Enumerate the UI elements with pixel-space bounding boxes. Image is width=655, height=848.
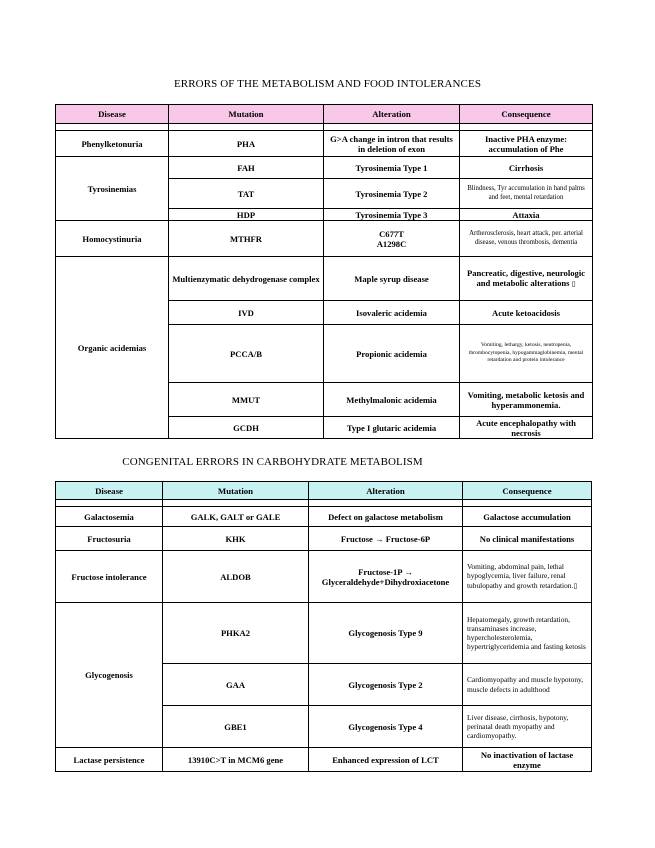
table-row bbox=[56, 603, 592, 664]
alteration-cell: Defect on galactose metabolism bbox=[309, 507, 463, 527]
table-row bbox=[56, 748, 592, 772]
alteration-cell: Glycogenosis Type 9 bbox=[309, 603, 463, 664]
alteration-cell: Isovaleric acidemia bbox=[324, 301, 460, 325]
alteration-cell bbox=[309, 551, 463, 603]
alteration-cell: Maple syrup disease bbox=[324, 257, 460, 301]
header-mutation: Mutation bbox=[169, 105, 324, 124]
disease-cell: Phenylketonuria bbox=[56, 131, 169, 157]
consequence-text: Pancreatic, digestive, neurologic and metabolic alterations bbox=[466, 268, 586, 288]
consequence-cell: Galactose accumulation bbox=[463, 507, 592, 527]
consequence-cell: Vomiting, metabolic ketosis and hyperammonemia. bbox=[460, 383, 593, 417]
mutation-cell: ALDOB bbox=[163, 551, 309, 603]
carbohydrate-errors-table bbox=[55, 481, 592, 772]
header-consequence: Consequence bbox=[463, 482, 592, 500]
alteration-line: Glyceraldehyde+Dihydroxiacetone bbox=[321, 576, 450, 587]
alteration-cell: Tyrosinemia Type 2 bbox=[324, 179, 460, 209]
alteration-cell: Type I glutaric acidemia bbox=[324, 417, 460, 439]
disease-cell: Glycogenosis bbox=[56, 603, 163, 748]
consequence-cell: Vomiting, lethargy, ketosis, neutropenia, thrombocytopenia, hypogammaglobinemia, mental retardation and protein intolerance bbox=[460, 325, 593, 383]
table2-title: CONGENITAL ERRORS IN CARBOHYDRATE METABOLISM bbox=[122, 456, 423, 468]
header-disease: Disease bbox=[56, 105, 169, 124]
mutation-cell: GAA bbox=[163, 664, 309, 706]
mutation-cell: PHKA2 bbox=[163, 603, 309, 664]
header-mutation: Mutation bbox=[163, 482, 309, 500]
table-row bbox=[56, 551, 592, 603]
alteration-cell: G>A change in intron that results in deletion of exon bbox=[324, 131, 460, 157]
alteration-cell: Methylmalonic acidemia bbox=[324, 383, 460, 417]
consequence-cell: Attaxia bbox=[460, 209, 593, 221]
mutation-cell: GCDH bbox=[169, 417, 324, 439]
alteration-cell: Tyrosinemia Type 1 bbox=[324, 157, 460, 179]
consequence-cell: Acute ketoacidosis bbox=[460, 301, 593, 325]
table1-title: ERRORS OF THE METABOLISM AND FOOD INTOLERANCES bbox=[173, 78, 482, 90]
mutation-cell: PCCA/B bbox=[169, 325, 324, 383]
mutation-cell: TAT bbox=[169, 179, 324, 209]
table-row bbox=[56, 507, 592, 527]
mutation-cell: MTHFR bbox=[169, 221, 324, 257]
alteration-cell: Tyrosinemia Type 3 bbox=[324, 209, 460, 221]
alteration-line: Fructose-1P → bbox=[358, 566, 413, 577]
mutation-cell: FAH bbox=[169, 157, 324, 179]
disease-cell: Fructose intolerance bbox=[56, 551, 163, 603]
table-gap-row bbox=[56, 500, 592, 507]
table-header-row bbox=[56, 482, 592, 500]
consequence-cell: Hepatomegaly, growth retardation, transaminases increase, hypercholesterolemia, hypertriglyceridemia and fasting ketosis bbox=[463, 603, 592, 664]
alteration-cell: Glycogenosis Type 4 bbox=[309, 706, 463, 748]
disease-cell: Homocystinuria bbox=[56, 221, 169, 257]
alteration-cell: Glycogenosis Type 2 bbox=[309, 664, 463, 706]
mutation-cell: Multienzymatic dehydrogenase complex bbox=[169, 257, 324, 301]
consequence-cell: Acute encephalopathy with necrosis bbox=[460, 417, 593, 439]
alteration-cell: Fructose → Fructose-6P bbox=[309, 527, 463, 551]
alteration-cell: Enhanced expression of LCT bbox=[309, 748, 463, 772]
placeholder-glyph-icon: ▯ bbox=[573, 581, 578, 590]
mutation-cell: PHA bbox=[169, 131, 324, 157]
disease-cell: Lactase persistence bbox=[56, 748, 163, 772]
alteration-cell bbox=[324, 221, 460, 257]
table-row bbox=[56, 527, 592, 551]
consequence-cell: No inactivation of lactase enzyme bbox=[463, 748, 592, 772]
consequence-text: Vomiting, abdominal pain, lethal hypoglycemia, liver failure, renal tubulopathy and growth retardation. bbox=[467, 562, 574, 590]
header-consequence: Consequence bbox=[460, 105, 593, 124]
consequence-cell bbox=[460, 257, 593, 301]
table-row bbox=[56, 221, 593, 257]
metabolism-errors-table bbox=[55, 104, 593, 439]
consequence-cell: Cardiomyopathy and muscle hypotony, muscle defects in adulthood bbox=[463, 664, 592, 706]
table-row bbox=[56, 157, 593, 179]
table-row bbox=[56, 131, 593, 157]
consequence-cell: Inactive PHA enzyme: accumulation of Phe bbox=[460, 131, 593, 157]
placeholder-glyph-icon: ▯ bbox=[571, 280, 576, 288]
table-header-row bbox=[56, 105, 593, 124]
table-row bbox=[56, 257, 593, 301]
mutation-cell: GALK, GALT or GALE bbox=[163, 507, 309, 527]
consequence-cell: Artherosclerosis, heart attack, per. arterial disease, venous thrombosis, dementia bbox=[460, 221, 593, 257]
mutation-cell: IVD bbox=[169, 301, 324, 325]
disease-cell: Fructosuria bbox=[56, 527, 163, 551]
consequence-cell bbox=[463, 551, 592, 603]
table-gap-row bbox=[56, 124, 593, 131]
consequence-cell: Blindness, Tyr accumulation in hand palms and feet, mental retardation bbox=[460, 179, 593, 209]
disease-cell: Galactosemia bbox=[56, 507, 163, 527]
alteration-cell: Propionic acidemia bbox=[324, 325, 460, 383]
alteration-line: C677T bbox=[379, 228, 404, 239]
mutation-cell: MMUT bbox=[169, 383, 324, 417]
mutation-cell: HDP bbox=[169, 209, 324, 221]
alteration-line: A1298C bbox=[376, 238, 407, 249]
disease-cell: Tyrosinemias bbox=[56, 157, 169, 221]
consequence-cell: No clinical manifestations bbox=[463, 527, 592, 551]
mutation-cell: 13910C>T in MCM6 gene bbox=[163, 748, 309, 772]
mutation-cell: GBE1 bbox=[163, 706, 309, 748]
disease-cell: Organic acidemias bbox=[56, 257, 169, 439]
mutation-cell: KHK bbox=[163, 527, 309, 551]
header-disease: Disease bbox=[56, 482, 163, 500]
header-alteration: Alteration bbox=[324, 105, 460, 124]
consequence-cell: Liver disease, cirrhosis, hypotony, perinatal death myopathy and cardiomyopathy. bbox=[463, 706, 592, 748]
header-alteration: Alteration bbox=[309, 482, 463, 500]
consequence-cell: Cirrhosis bbox=[460, 157, 593, 179]
